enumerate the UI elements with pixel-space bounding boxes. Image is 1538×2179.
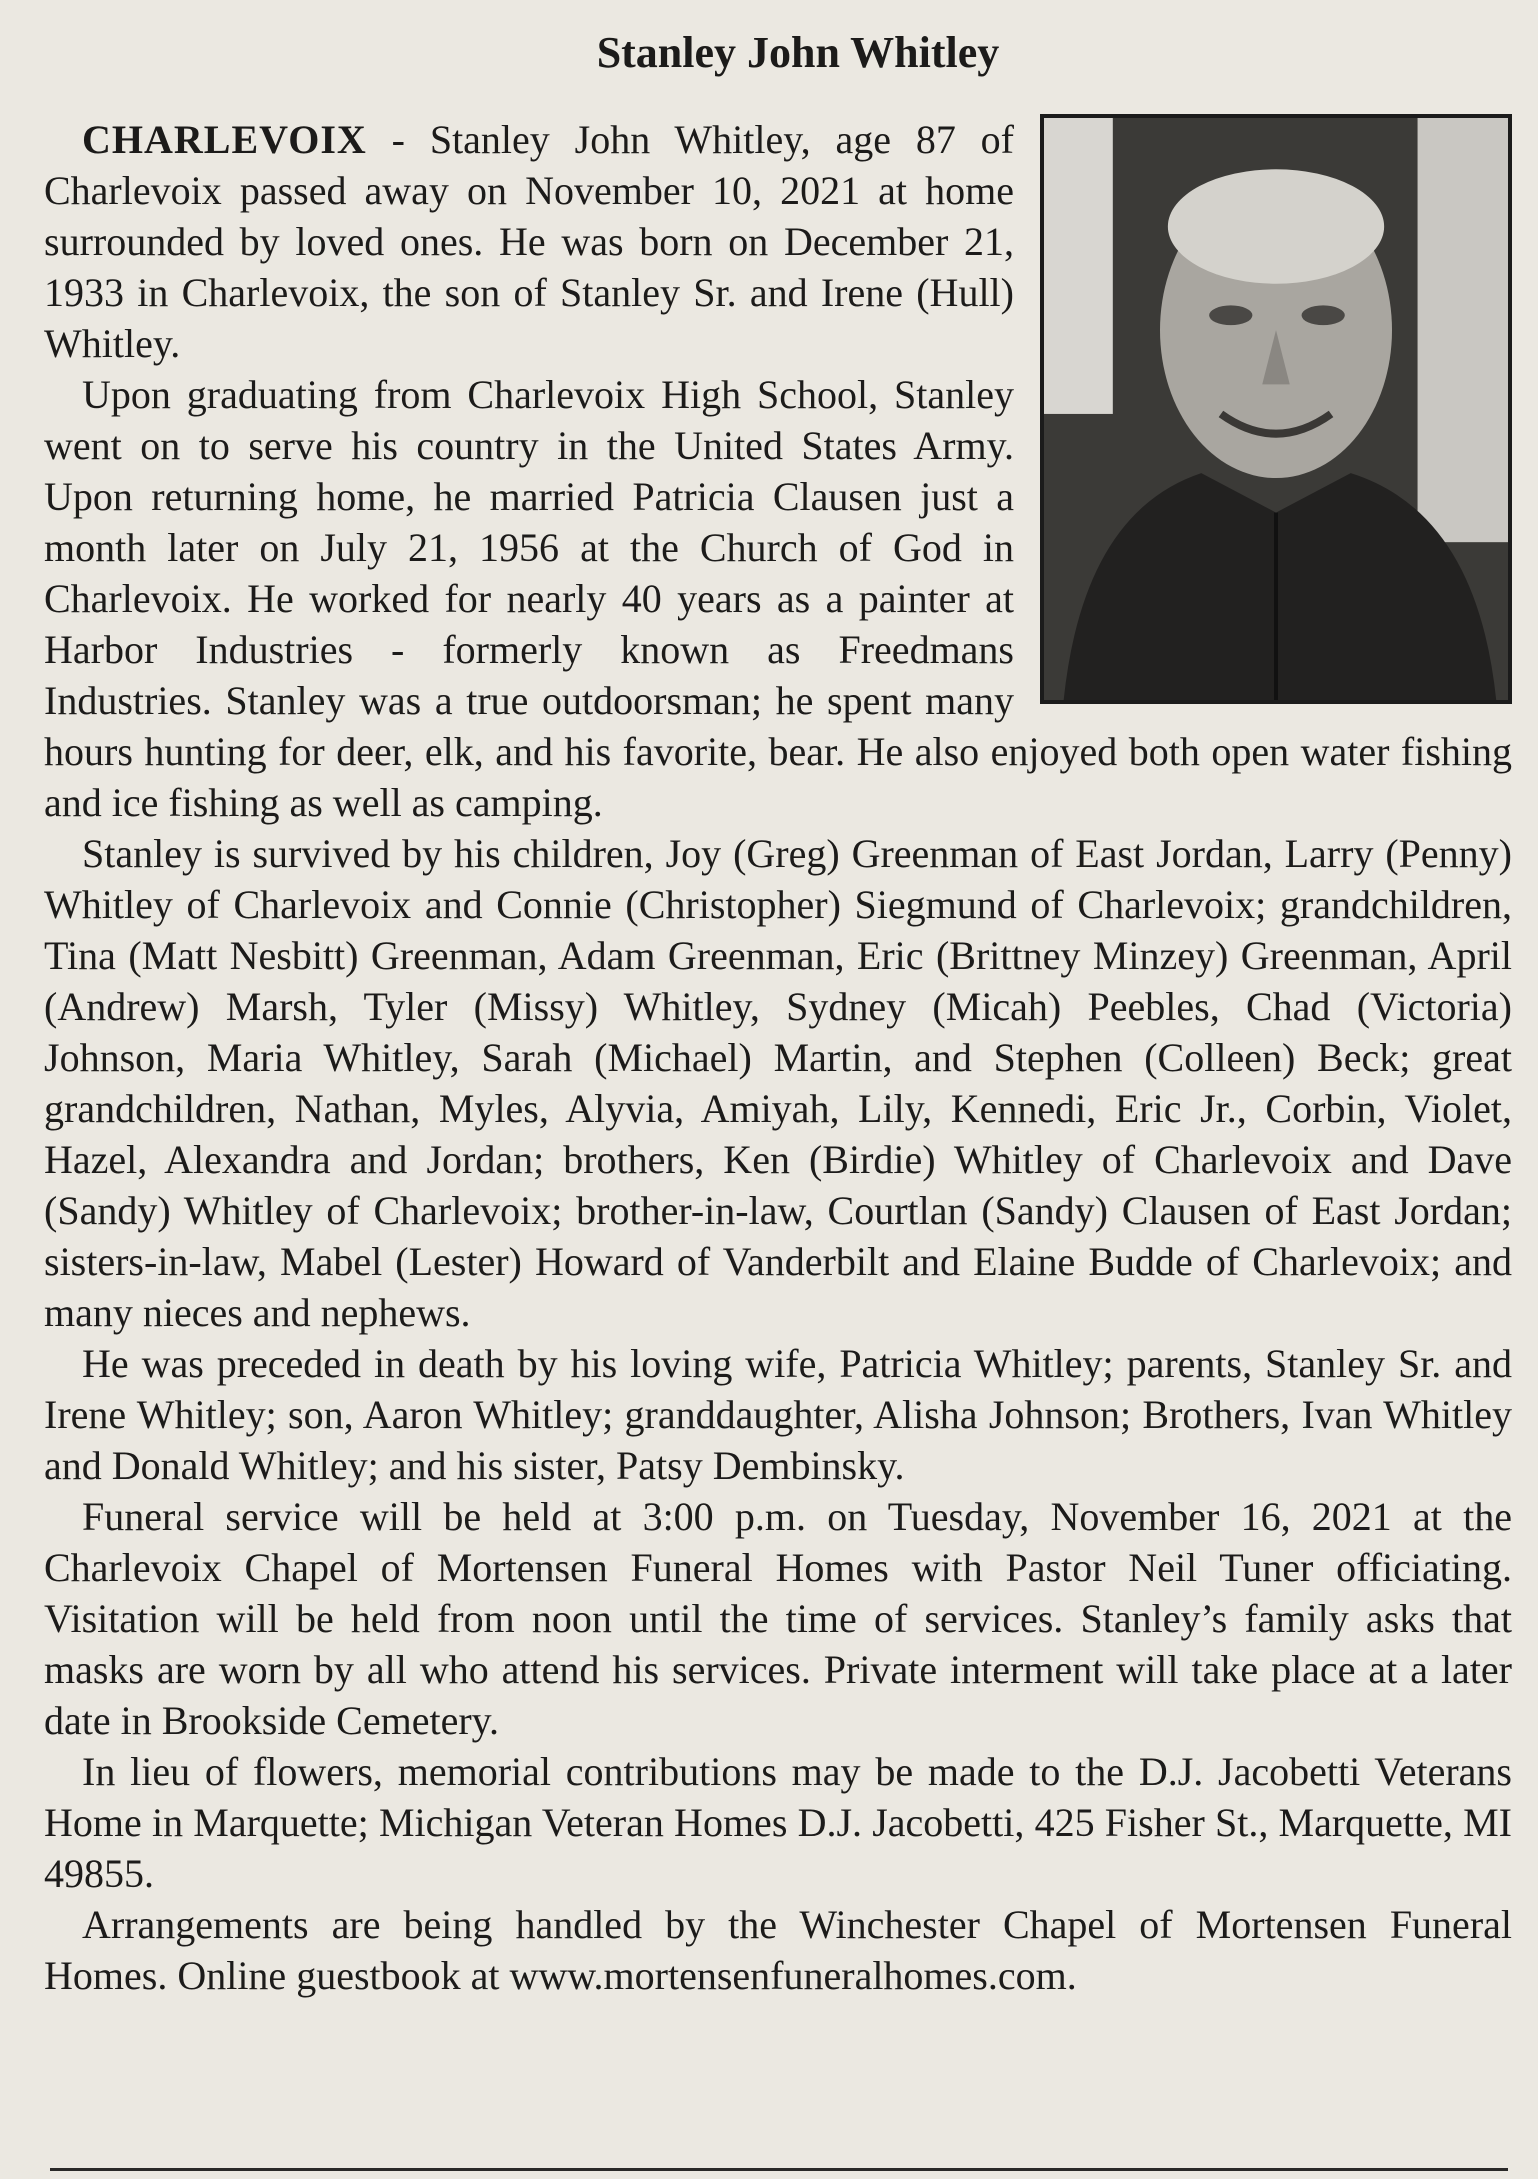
paragraph-3: Stanley is survived by his children, Joy (Greg) Greenman of East Jordan, Larry (Penny) Whitley of Charlevoix and Connie (Christopher) Siegmund of Charlevoix; grandchildren, Tina (Matt Nesbitt) Greenman, Adam Greenman, Eric (Brittney Minzey) Greenman, April (Andrew) Marsh, Tyler (Missy) Whitley, Sydney (Micah) Peebles, Chad (Victoria) Johnson, Maria Whitley, Sarah (Michael) Martin, and Stephen (Colleen) Beck; great grandchildren, Nathan, Myles, Alyvia, Amiyah, Lily, Kennedi, Eric Jr., Corbin, Violet, Hazel, Alexandra and Jordan; brothers, Ken (Birdie) Whitley of Charlevoix and Dave (Sandy) Whitley of Charlevoix; brother-in-law, Courtlan (Sandy) Clausen of East Jordan; sisters-in-law, Mabel (Lester) Howard of Vanderbilt and Elaine Budde of Charlevoix; and many nieces and nephews. — [44, 831, 1512, 1335]
portrait-icon — [1044, 118, 1508, 700]
paragraph-4: He was preceded in death by his loving wife, Patricia Whitley; parents, Stanley Sr. and Irene Whitley; son, Aaron Whitley; granddaughter, Alisha Johnson; Brothers, Ivan Whitley and Donald Whitley; and his sister, Patsy Dembinsky. — [44, 1341, 1512, 1488]
paragraph-6: In lieu of flowers, memorial contributions may be made to the D.J. Jacobetti Veterans Home in Marquette; Michigan Veteran Homes D.J. Jacobetti, 425 Fisher St., Marquette, MI 49855. — [44, 1749, 1512, 1896]
paragraph-2: Upon graduating from Charlevoix High School, Stanley went on to serve his country in the United States Army. Upon returning home, he married Patricia Clausen just a month later on July 21, 1956 at the Church of God in Charlevoix. He worked for nearly 40 years as a painter at Harbor Industries - formerly known as Freedmans Industries. Stanley was a true outdoorsman; he spent many hours hunting for deer, elk, and his favorite, bear. He also enjoyed both open water fishing and ice fishing as well as camping. — [44, 372, 1512, 825]
obituary-title: Stanley John Whitley — [596, 28, 1000, 77]
dateline: CHARLEVOIX — [82, 117, 367, 162]
bottom-rule — [50, 2168, 1508, 2171]
paragraph-7: Arrangements are being handled by the Winchester Chapel of Mortensen Funeral Homes. Online guestbook at www.mortensenfuneralhomes.com. — [44, 1902, 1512, 1998]
paragraph-5: Funeral service will be held at 3:00 p.m. on Tuesday, November 16, 2021 at the Charlevoix Chapel of Mortensen Funeral Homes with Pastor Neil Tuner officiating. Visitation will be held from noon until the time of services. Stanley’s family asks that masks are worn by all who attend his services. Private interment will take place at a later date in Brookside Cemetery. — [44, 1494, 1512, 1743]
portrait-photo — [1040, 114, 1512, 704]
paragraph-1-text: - Stanley John Whitley, age 87 of Charlevoix passed away on November 10, 2021 at home surrounded by loved ones. He was born on December 21, 1933 in Charlevoix, the son of Stanley Sr. and Irene (Hull) Whitley. — [44, 117, 1014, 366]
